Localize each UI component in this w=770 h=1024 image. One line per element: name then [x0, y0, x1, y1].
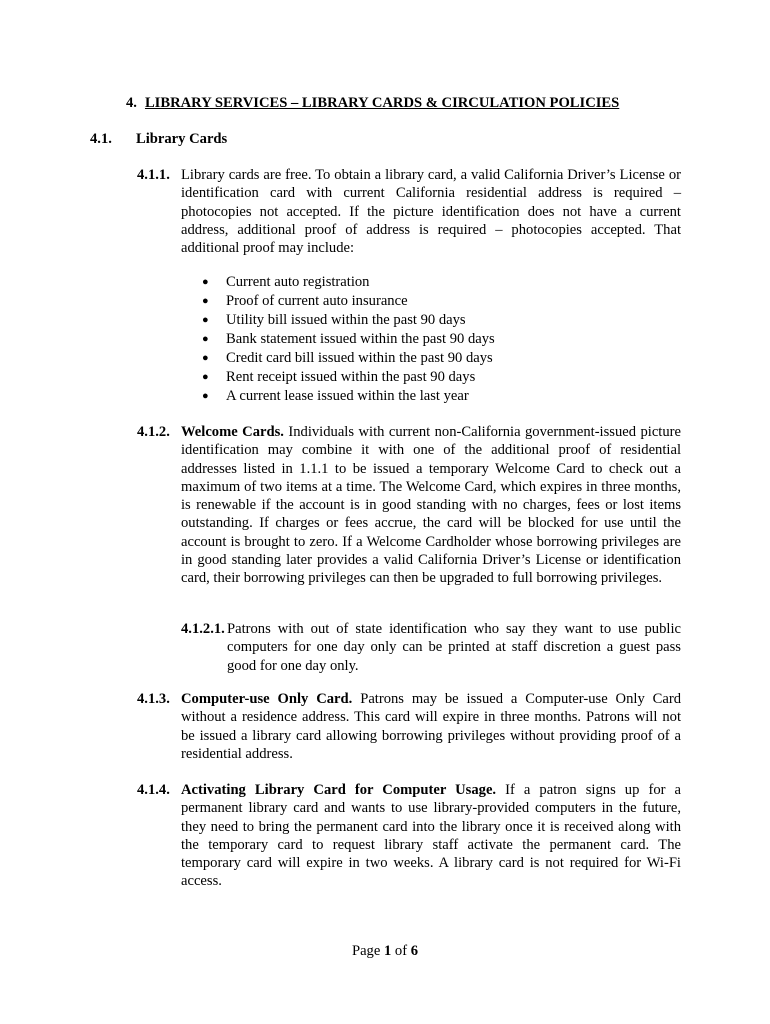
bullet-icon: ● [202, 314, 209, 326]
title-number: 4. [126, 95, 137, 111]
list-item: ● Bank statement issued within the past 90 days [202, 331, 495, 347]
clause-4-1-2 [137, 423, 681, 588]
clause-heading: Welcome Cards. [181, 424, 284, 440]
bullet-icon: ● [202, 276, 209, 288]
bullet-icon: ● [202, 295, 209, 307]
section-title: Library Cards [136, 131, 228, 147]
page-current: 1 [383, 943, 392, 959]
clause-body: Individuals with current non-California government-issued picture identification may combine it with one of the additional proof of residential addresses listed in 1.1.1 to be issued a temporary Welcome Card to check out a maximum of two items at a time. The Welcome Card, which expires in three months, is renewable if the account is in good standing with no charges, fees or lost items outstanding. If charges or fees accrue, the card will be blocked for use until the account is brought to zero. If a Welcome Cardholder whose borrowing privileges are in good standing later provides a valid California Driver’s License or identification card, their borrowing privileges can then be upgraded to full borrowing privileges. [181, 424, 681, 587]
list-item: ● Proof of current auto insurance [202, 293, 408, 309]
clause-number: 4.1.4. [137, 782, 170, 798]
bullet-icon: ● [202, 352, 209, 364]
clause-4-1-3 [137, 690, 681, 763]
section-number: 4.1. [90, 131, 112, 147]
list-item: ● Credit card bill issued within the past 90 days [202, 350, 493, 366]
title-text: LIBRARY SERVICES – LIBRARY CARDS & CIRCULATION POLICIES [144, 95, 620, 111]
proof-of-address-list [202, 273, 495, 406]
clause-text [181, 423, 681, 588]
clause-text [181, 690, 681, 763]
clause-heading: Activating Library Card for Computer Usage. [181, 782, 497, 798]
clause-number: 4.1.2.1. [181, 621, 225, 637]
list-item: ● Utility bill issued within the past 90 days [202, 312, 466, 328]
clause-4-1-2-1 [181, 620, 681, 675]
page-footer: Page 1 of 6 [351, 943, 419, 959]
page-total: 6 [410, 943, 419, 959]
list-item: ● A current lease issued within the last year [202, 388, 469, 404]
clause-4-1-1 [137, 166, 681, 257]
document-title [126, 94, 619, 112]
clause-number: 4.1.1. [137, 167, 170, 183]
bullet-icon: ● [202, 390, 209, 402]
list-item: ● Rent receipt issued within the past 90 days [202, 369, 476, 385]
clause-heading: Computer-use Only Card. [181, 691, 353, 707]
clause-4-1-4 [137, 781, 681, 891]
list-item: ● Current auto registration [202, 274, 370, 290]
clause-text [181, 781, 681, 891]
bullet-icon: ● [202, 371, 209, 383]
clause-text: Library cards are free. To obtain a library card, a valid California Driver’s License or identification card with current California residential address is required – photocopies not accepted. If the picture identification does not have a current address, additional proof of address is required – photocopies accepted. That additional proof may include: [181, 167, 681, 257]
bullet-icon: ● [202, 333, 209, 345]
clause-text: Patrons with out of state identification who say they want to use public computers for one day only can be printed at staff discretion a guest pass good for one day only. [227, 621, 681, 674]
clause-number: 4.1.2. [137, 424, 170, 440]
clause-body: If a patron signs up for a permanent library card and wants to use library-provided computers in the future, they need to bring the permanent card into the library once it is received along with the temporary card to request library staff activate the permanent card. The temporary card will expire in two weeks. A library card is not required for Wi-Fi access. [181, 782, 681, 890]
clause-body: Patrons may be issued a Computer-use Only Card without a residence address. This card will expire in three months. Patrons will not be issued a library card allowing borrowing privileges without providing proof of a residential address. [181, 691, 682, 762]
clause-number: 4.1.3. [137, 691, 170, 707]
section-heading [90, 130, 227, 148]
